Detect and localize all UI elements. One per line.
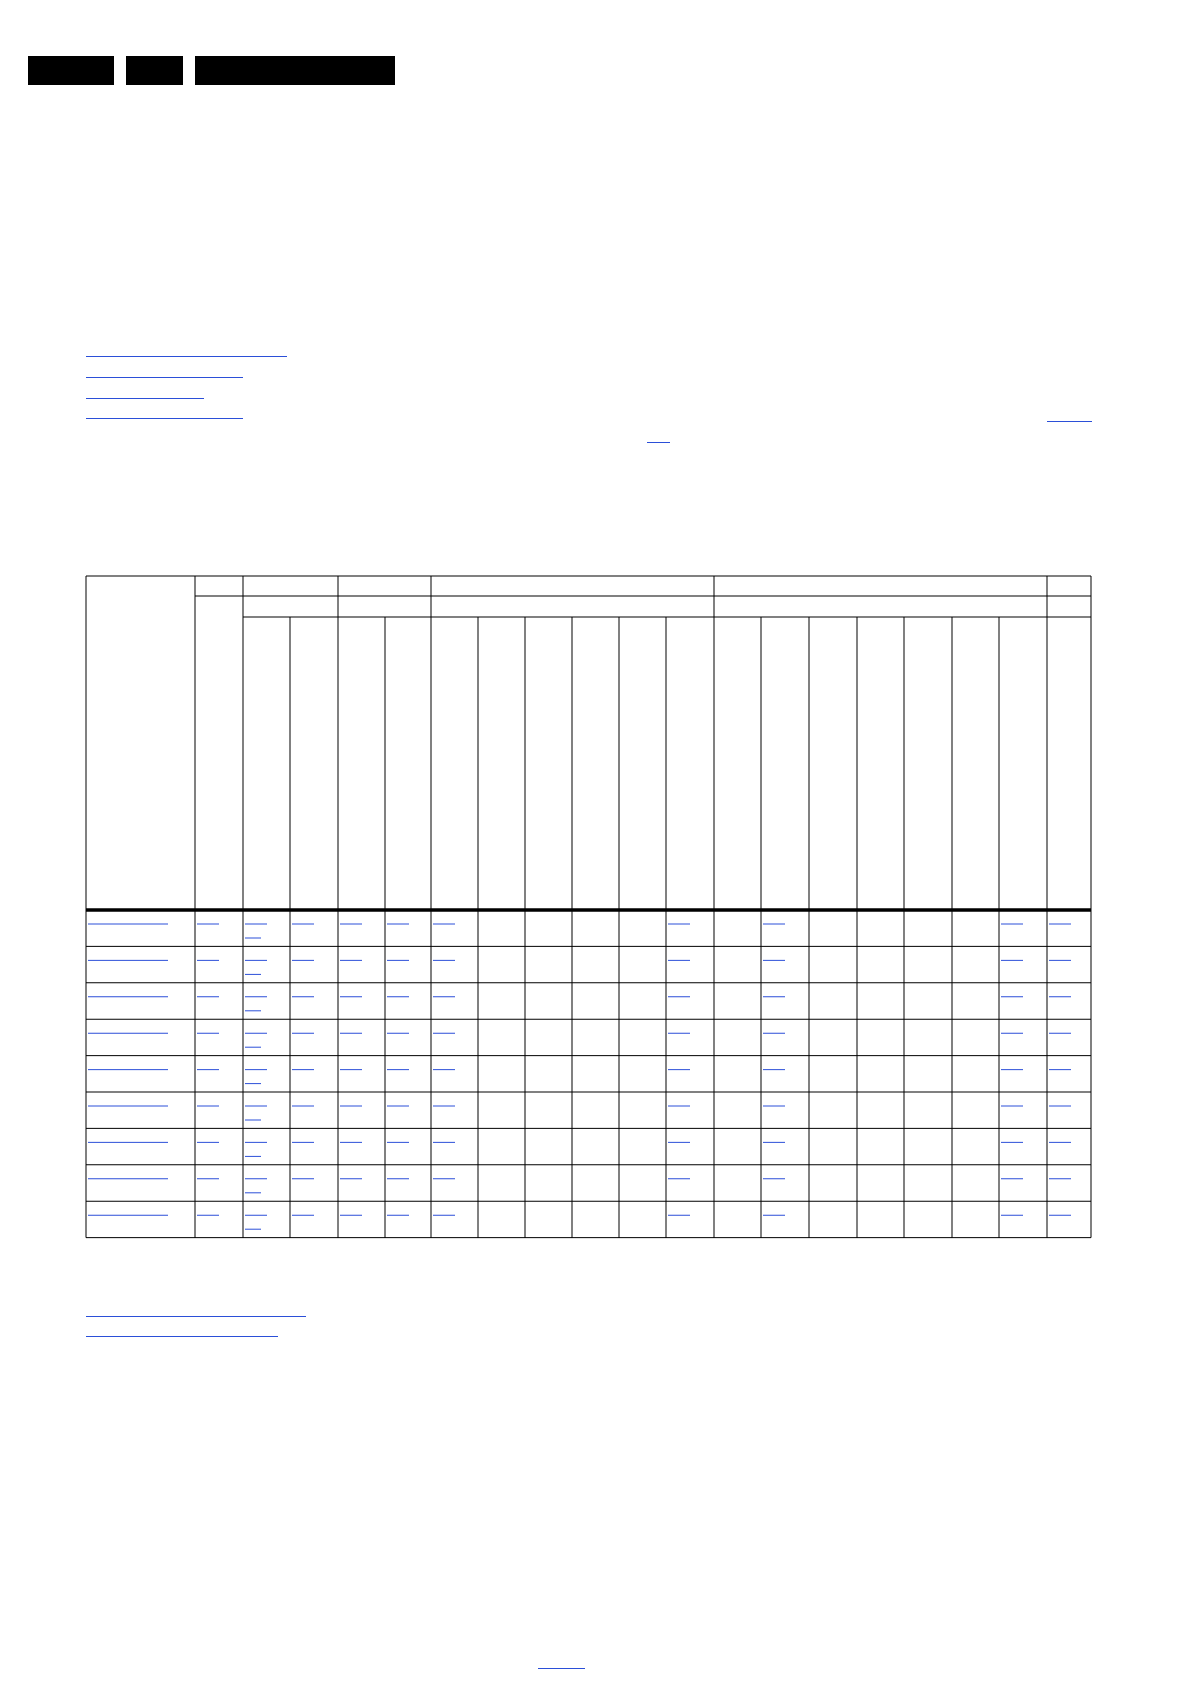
footer-link-1[interactable] [86, 1316, 306, 1317]
page-number-link[interactable] [538, 1668, 585, 1669]
footer-link-2[interactable] [86, 1336, 278, 1337]
